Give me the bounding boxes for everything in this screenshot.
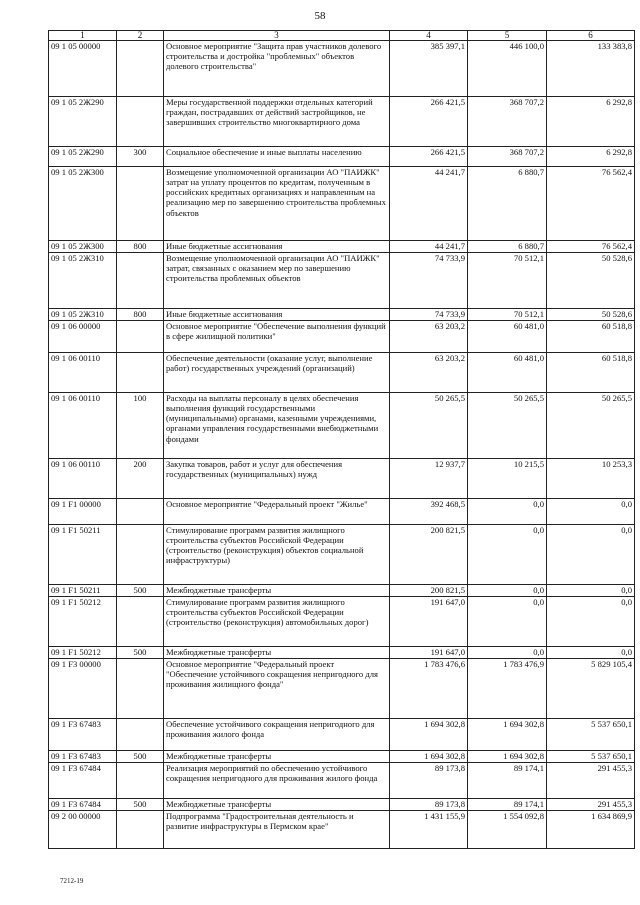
- amount-year-3: 5 537 650,1: [547, 751, 635, 763]
- budget-code: 09 1 F1 00000: [49, 499, 117, 525]
- item-name: Социальное обеспечение и иные выплаты населению: [164, 147, 390, 167]
- table-row: [49, 321, 635, 353]
- item-name: Обеспечение устойчивого сокращения непригодного для проживания жилого фонда: [164, 719, 390, 751]
- budget-code: 09 1 F1 50212: [49, 597, 117, 647]
- amount-year-1: 1 783 476,6: [390, 659, 468, 719]
- amount-year-3: 50 528,6: [547, 253, 635, 309]
- expense-type: [117, 97, 164, 147]
- budget-code: 09 1 06 00110: [49, 353, 117, 393]
- document-code: 7212-19: [60, 877, 84, 885]
- amount-year-2: 0,0: [468, 525, 547, 585]
- amount-year-1: 44 241,7: [390, 167, 468, 241]
- expense-type: [117, 659, 164, 719]
- amount-year-1: 266 421,5: [390, 147, 468, 167]
- table-row: [49, 167, 635, 241]
- item-name: Меры государственной поддержки отдельных категорий граждан, пострадавших от действий застройщиков, не завершивших строительство многоквартирного дома: [164, 97, 390, 147]
- amount-year-2: 368 707,2: [468, 147, 547, 167]
- amount-year-3: 50 265,5: [547, 393, 635, 459]
- amount-year-2: 0,0: [468, 585, 547, 597]
- amount-year-2: 1 694 302,8: [468, 719, 547, 751]
- item-name: Межбюджетные трансферты: [164, 751, 390, 763]
- amount-year-1: 89 173,8: [390, 799, 468, 811]
- amount-year-1: 200 821,5: [390, 585, 468, 597]
- amount-year-1: 74 733,9: [390, 309, 468, 321]
- amount-year-1: 44 241,7: [390, 241, 468, 253]
- amount-year-2: 368 707,2: [468, 97, 547, 147]
- item-name: Иные бюджетные ассигнования: [164, 309, 390, 321]
- table-row: [49, 799, 635, 811]
- amount-year-2: 89 174,1: [468, 799, 547, 811]
- budget-code: 09 1 F3 67483: [49, 751, 117, 763]
- budget-code: 09 1 06 00000: [49, 321, 117, 353]
- item-name: Стимулирование программ развития жилищного строительства субъектов Российской Федерации (строительство (реконструкция) автомобильных дорог): [164, 597, 390, 647]
- amount-year-2: 1 694 302,8: [468, 751, 547, 763]
- amount-year-2: 50 265,5: [468, 393, 547, 459]
- amount-year-3: 5 829 105,4: [547, 659, 635, 719]
- item-name: Межбюджетные трансферты: [164, 647, 390, 659]
- item-name: Закупка товаров, работ и услуг для обеспечения государственных (муниципальных) нужд: [164, 459, 390, 499]
- amount-year-3: 6 292,8: [547, 97, 635, 147]
- amount-year-3: 133 383,8: [547, 41, 635, 97]
- table-row: [49, 499, 635, 525]
- budget-code: 09 1 F1 50211: [49, 585, 117, 597]
- amount-year-1: 12 937,7: [390, 459, 468, 499]
- item-name: Расходы на выплаты персоналу в целях обеспечения выполнения функций государственными (муниципальными) органами, казенными учреждениями, органами управления государственными внебюджетными фондами: [164, 393, 390, 459]
- budget-code: 09 1 F3 67484: [49, 799, 117, 811]
- amount-year-2: 6 880,7: [468, 167, 547, 241]
- budget-code: 09 1 05 2Ж290: [49, 147, 117, 167]
- table-row: [49, 763, 635, 799]
- item-name: Обеспечение деятельности (оказание услуг, выполнение работ) государственных учреждений (организаций): [164, 353, 390, 393]
- item-name: Основное мероприятие "Федеральный проект "Обеспечение устойчивого сокращения непригодного для проживания жилищного фонда": [164, 659, 390, 719]
- expense-type: 500: [117, 751, 164, 763]
- expense-type: [117, 41, 164, 97]
- expense-type: 100: [117, 393, 164, 459]
- item-name: Основное мероприятие "Обеспечение выполнения функций в сфере жилищной политики": [164, 321, 390, 353]
- amount-year-3: 5 537 650,1: [547, 719, 635, 751]
- amount-year-1: 191 647,0: [390, 647, 468, 659]
- amount-year-3: 50 528,6: [547, 309, 635, 321]
- amount-year-3: 60 518,8: [547, 321, 635, 353]
- expense-type: [117, 167, 164, 241]
- table-row: [49, 353, 635, 393]
- amount-year-2: 1 554 092,8: [468, 811, 547, 849]
- amount-year-2: 0,0: [468, 647, 547, 659]
- amount-year-2: 446 100,0: [468, 41, 547, 97]
- budget-code: 09 1 06 00110: [49, 393, 117, 459]
- amount-year-1: 266 421,5: [390, 97, 468, 147]
- budget-code: 09 1 05 2Ж290: [49, 97, 117, 147]
- expense-type: [117, 811, 164, 849]
- table-row: [49, 459, 635, 499]
- expense-type: [117, 353, 164, 393]
- table-row: [49, 393, 635, 459]
- table-row: [49, 647, 635, 659]
- amount-year-1: 1 694 302,8: [390, 719, 468, 751]
- item-name: Межбюджетные трансферты: [164, 799, 390, 811]
- table-row: [49, 719, 635, 751]
- item-name: Межбюджетные трансферты: [164, 585, 390, 597]
- item-name: Основное мероприятие "Защита прав участников долевого строительства и достройка "проблемных" объектов долевого строительства": [164, 41, 390, 97]
- amount-year-2: 89 174,1: [468, 763, 547, 799]
- table-row: [49, 147, 635, 167]
- table-row: [49, 253, 635, 309]
- expense-type: [117, 321, 164, 353]
- amount-year-2: 70 512,1: [468, 309, 547, 321]
- expense-type: [117, 597, 164, 647]
- column-number: 6: [547, 31, 635, 41]
- expense-type: 500: [117, 585, 164, 597]
- amount-year-1: 200 821,5: [390, 525, 468, 585]
- budget-code: 09 1 F1 50211: [49, 525, 117, 585]
- table-row: [49, 97, 635, 147]
- budget-code: 09 1 05 2Ж310: [49, 253, 117, 309]
- amount-year-3: 291 455,3: [547, 799, 635, 811]
- amount-year-1: 63 203,2: [390, 321, 468, 353]
- table-row: [49, 525, 635, 585]
- expense-type: 800: [117, 241, 164, 253]
- amount-year-2: 60 481,0: [468, 353, 547, 393]
- item-name: Стимулирование программ развития жилищного строительства субъектов Российской Федерации (строительство (реконструкция) объектов социальной инфраструктуры): [164, 525, 390, 585]
- page-number: 58: [314, 10, 326, 22]
- amount-year-3: 291 455,3: [547, 763, 635, 799]
- item-name: Возмещение уполномоченной организации АО "ПАИЖК" затрат, связанных с оказанием мер по завершению строительства проблемных объектов: [164, 253, 390, 309]
- budget-code: 09 1 F1 50212: [49, 647, 117, 659]
- item-name: Иные бюджетные ассигнования: [164, 241, 390, 253]
- budget-code: 09 1 06 00110: [49, 459, 117, 499]
- column-number: 4: [390, 31, 468, 41]
- budget-code: 09 2 00 00000: [49, 811, 117, 849]
- amount-year-1: 1 694 302,8: [390, 751, 468, 763]
- amount-year-3: 76 562,4: [547, 241, 635, 253]
- amount-year-3: 6 292,8: [547, 147, 635, 167]
- amount-year-1: 89 173,8: [390, 763, 468, 799]
- amount-year-1: 74 733,9: [390, 253, 468, 309]
- budget-code: 09 1 F3 00000: [49, 659, 117, 719]
- expense-type: 200: [117, 459, 164, 499]
- table-row: [49, 659, 635, 719]
- amount-year-3: 10 253,3: [547, 459, 635, 499]
- budget-code: 09 1 F3 67484: [49, 763, 117, 799]
- column-number: 5: [468, 31, 547, 41]
- table-row: [49, 585, 635, 597]
- amount-year-3: 0,0: [547, 585, 635, 597]
- column-number-row: [49, 31, 635, 41]
- budget-code: 09 1 05 2Ж310: [49, 309, 117, 321]
- budget-code: 09 1 05 2Ж300: [49, 167, 117, 241]
- budget-code: 09 1 05 2Ж300: [49, 241, 117, 253]
- amount-year-2: 10 215,5: [468, 459, 547, 499]
- amount-year-3: 76 562,4: [547, 167, 635, 241]
- column-number: 2: [117, 31, 164, 41]
- amount-year-1: 63 203,2: [390, 353, 468, 393]
- amount-year-1: 385 397,1: [390, 41, 468, 97]
- amount-year-3: 0,0: [547, 597, 635, 647]
- item-name: Подпрограмма "Градостроительная деятельность и развитие инфраструктуры в Пермском крае": [164, 811, 390, 849]
- expense-type: 300: [117, 147, 164, 167]
- amount-year-3: 1 634 869,9: [547, 811, 635, 849]
- item-name: Возмещение уполномоченной организации АО "ПАИЖК" затрат на уплату процентов по кредитам, полученным в российских кредитных организациях и направленным на реализацию мер по завершению строительства проблемных объектов: [164, 167, 390, 241]
- amount-year-3: 0,0: [547, 499, 635, 525]
- expense-type: [117, 525, 164, 585]
- expense-type: [117, 763, 164, 799]
- amount-year-1: 1 431 155,9: [390, 811, 468, 849]
- amount-year-1: 191 647,0: [390, 597, 468, 647]
- amount-year-2: 60 481,0: [468, 321, 547, 353]
- amount-year-1: 392 468,5: [390, 499, 468, 525]
- amount-year-2: 70 512,1: [468, 253, 547, 309]
- amount-year-2: 6 880,7: [468, 241, 547, 253]
- column-number: 3: [164, 31, 390, 41]
- table-row: [49, 41, 635, 97]
- budget-code: 09 1 F3 67483: [49, 719, 117, 751]
- expense-type: 800: [117, 309, 164, 321]
- expense-type: [117, 499, 164, 525]
- table-row: [49, 811, 635, 849]
- table-row: [49, 751, 635, 763]
- amount-year-1: 50 265,5: [390, 393, 468, 459]
- item-name: Реализация мероприятий по обеспечению устойчивого сокращения непригодного для проживания жилого фонда: [164, 763, 390, 799]
- column-number: 1: [49, 31, 117, 41]
- amount-year-3: 0,0: [547, 525, 635, 585]
- expense-type: [117, 719, 164, 751]
- amount-year-2: 0,0: [468, 499, 547, 525]
- item-name: Основное мероприятие "Федеральный проект "Жилье": [164, 499, 390, 525]
- amount-year-3: 0,0: [547, 647, 635, 659]
- budget-table: [48, 30, 635, 849]
- table-row: [49, 241, 635, 253]
- expense-type: [117, 253, 164, 309]
- amount-year-2: 1 783 476,9: [468, 659, 547, 719]
- amount-year-3: 60 518,8: [547, 353, 635, 393]
- expense-type: 500: [117, 647, 164, 659]
- budget-code: 09 1 05 00000: [49, 41, 117, 97]
- table-row: [49, 309, 635, 321]
- table-row: [49, 597, 635, 647]
- expense-type: 500: [117, 799, 164, 811]
- amount-year-2: 0,0: [468, 597, 547, 647]
